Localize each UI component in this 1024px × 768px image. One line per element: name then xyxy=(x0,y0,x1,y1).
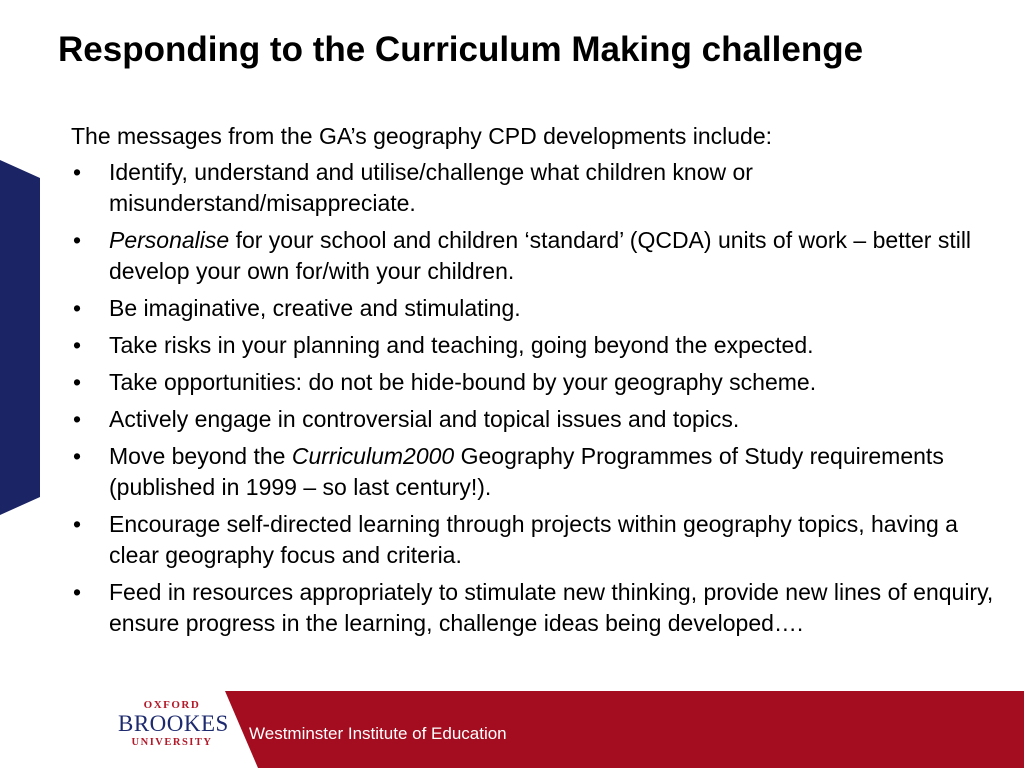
bullet-marker: • xyxy=(73,227,82,253)
bullet-item xyxy=(71,330,1006,361)
bullet-item xyxy=(71,577,1006,639)
bullet-text: for your school and children ‘standard’ (QCDA) units of work – better still develop your own for/with your children. xyxy=(109,227,972,284)
institute-name: Westminster Institute of Education xyxy=(249,724,507,743)
logo-oxford-text: OXFORD xyxy=(143,699,201,711)
logo-brookes-text: BROOKES xyxy=(118,711,229,736)
bullet-text: Geography Programmes of Study requirements (published in 1999 – so last century!). xyxy=(109,443,944,500)
bullet-marker: • xyxy=(73,579,82,605)
bullet-marker: • xyxy=(73,511,82,537)
bullet-text-prefix: Move beyond the xyxy=(109,443,292,469)
oxford-brookes-logo xyxy=(118,699,229,749)
bullet-marker: • xyxy=(73,295,82,321)
bullet-italic-text: Personalise xyxy=(109,227,230,253)
bullet-text: Feed in resources appropriately to stimulate new thinking, provide new lines of enquiry, ensure progress in the learning, challenge ideas being developed…. xyxy=(109,579,994,636)
bullet-text: Take opportunities: do not be hide-bound by your geography scheme. xyxy=(109,369,817,395)
bullet-text: Take risks in your planning and teaching, going beyond the expected. xyxy=(109,332,814,358)
bullet-marker: • xyxy=(73,406,82,432)
bullet-text: Identify, understand and utilise/challenge what children know or misunderstand/misappreciate. xyxy=(109,159,753,216)
bullet-item xyxy=(71,441,1006,503)
bullet-marker: • xyxy=(73,159,82,185)
bullet-item xyxy=(71,225,1006,287)
bullet-marker: • xyxy=(73,332,82,358)
logo-university-text: UNIVERSITY xyxy=(131,737,213,748)
bullet-item xyxy=(71,157,1006,219)
bullet-list xyxy=(71,157,1006,639)
bullet-item xyxy=(71,367,1006,398)
intro-text: The messages from the GA’s geography CPD developments include: xyxy=(71,123,773,149)
bullet-text: Encourage self-directed learning through projects within geography topics, having a clear geography focus and criteria. xyxy=(109,511,958,568)
bullet-marker: • xyxy=(73,443,82,469)
bullet-text: Be imaginative, creative and stimulating. xyxy=(109,295,521,321)
bullet-item xyxy=(71,293,1006,324)
bullet-italic-text: Curriculum2000 xyxy=(291,443,455,469)
bullet-item xyxy=(71,509,1006,571)
bullet-marker: • xyxy=(73,369,82,395)
slide-footer xyxy=(0,691,1024,768)
bullet-text: Actively engage in controversial and topical issues and topics. xyxy=(109,406,740,432)
side-decoration-shape xyxy=(0,0,40,768)
slide-title: Responding to the Curriculum Making challenge xyxy=(58,30,864,69)
slide-body xyxy=(71,121,1006,645)
bullet-item xyxy=(71,404,1006,435)
